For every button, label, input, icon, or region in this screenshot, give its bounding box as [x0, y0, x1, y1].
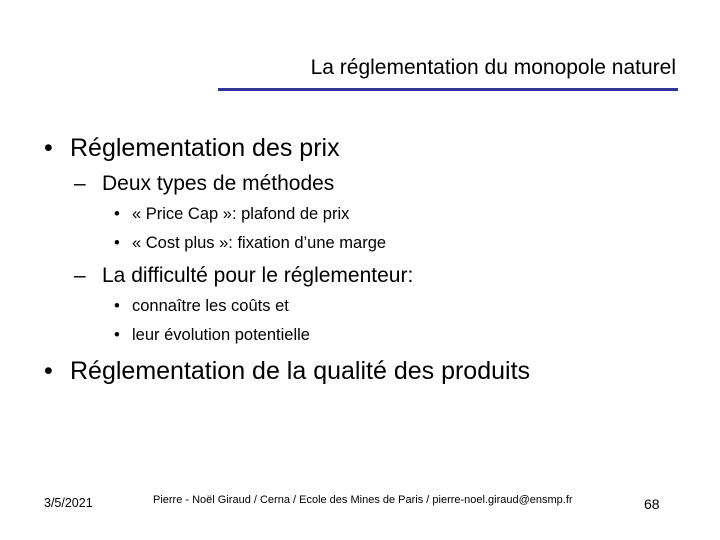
- point-evolution: [114, 326, 310, 345]
- point-cost-plus: [114, 234, 386, 253]
- dash-symbol: –: [74, 264, 86, 287]
- point-price-cap: [114, 205, 349, 224]
- point-text: connaître les coûts et: [132, 297, 289, 315]
- bullet-symbol: •: [44, 357, 53, 385]
- bullet-symbol: •: [114, 205, 120, 223]
- dash-symbol: –: [74, 172, 86, 195]
- bullet-symbol: •: [114, 326, 120, 344]
- slide-title: La réglementation du monopole naturel: [310, 56, 676, 79]
- title-underline: [218, 88, 678, 91]
- footer-date: 3/5/2021: [44, 496, 93, 510]
- bullet-text: Réglementation de la qualité des produits: [70, 357, 531, 385]
- bullet-text: Réglementation des prix: [70, 134, 340, 162]
- point-text: « Cost plus »: fixation d’une marge: [132, 234, 387, 252]
- bullet-quality-regulation: [44, 357, 530, 386]
- bullet-symbol: •: [44, 134, 53, 162]
- bullet-price-regulation: [44, 134, 340, 163]
- subbullet-regulator-difficulty: [74, 264, 413, 288]
- point-text: « Price Cap »: plafond de prix: [132, 205, 350, 223]
- footer-author: Pierre - Noël Giraud / Cerna / Ecole des Mines de Paris / pierre-noel.giraud@ensmp.fr: [153, 494, 573, 506]
- point-text: leur évolution potentielle: [132, 326, 310, 344]
- subbullet-text: La difficulté pour le réglementeur:: [102, 264, 414, 287]
- subbullet-method-types: [74, 172, 334, 196]
- point-know-costs: [114, 297, 289, 316]
- page-number: 68: [644, 496, 660, 512]
- subbullet-text: Deux types de méthodes: [102, 172, 335, 195]
- bullet-symbol: •: [114, 234, 120, 252]
- bullet-symbol: •: [114, 297, 120, 315]
